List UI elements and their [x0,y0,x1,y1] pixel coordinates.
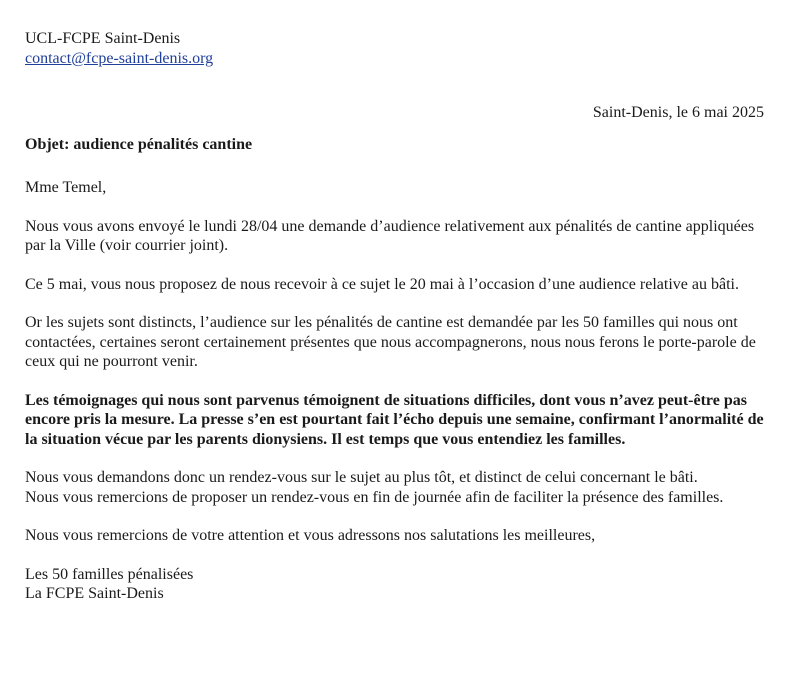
paragraph-proposal: Ce 5 mai, vous nous proposez de nous recevoir à ce sujet le 20 mai à l’occasion d’une audience relative au bâti. [25,275,739,293]
signature-line-1: Les 50 familles pénalisées [25,565,194,583]
paragraph-request-sent: Nous vous avons envoyé le lundi 28/04 une demande d’audience relativement aux pénalités de cantine appliquées par la Ville (voir courrier joint). [25,217,755,254]
signature-line-2: La FCPE Saint-Denis [25,585,164,602]
sender-name: UCL-FCPE Saint-Denis [25,30,181,47]
paragraph-requests [25,468,764,507]
request-line-1: Nous vous demandons donc un rendez-vous sur le sujet au plus tôt, et distinct de celui concernant le bâti. [25,469,698,486]
letter-closing: Nous vous remercions de votre attention et vous adressons nos salutations les meilleures, [25,527,596,544]
letter-subject: Objet: audience pénalités cantine [25,135,253,153]
request-line-2: Nous vous remercions de proposer un rendez-vous en fin de journée afin de faciliter la présence des familles. [25,488,724,506]
sender-email-link[interactable]: contact@fcpe-saint-denis.org [25,49,214,67]
paragraph-distinct-subjects: Or les sujets sont distincts, l’audience sur les pénalités de cantine est demandée par les 50 familles qui nous ont contactées, certaines seront certainement présentes que nous accompagnerons, nous nous ferons le porte-parole de ceux qui ne pourront venir. [25,314,756,370]
letter-greeting: Mme Temel, [25,179,107,196]
letter-signature [25,565,764,604]
paragraph-testimonies: Les témoignages qui nous sont parvenus témoignent de situations difficiles, dont vous n’avez peut-être pas encore pris la mesure. La presse s’en est pourtant fait l’écho depuis une semaine, confirmant l’anormalité de la situation vécue par les parents dionysiens. Il est temps que vous entendiez les familles. [25,391,764,448]
letter-date: Saint-Denis, le 6 mai 2025 [592,104,764,121]
